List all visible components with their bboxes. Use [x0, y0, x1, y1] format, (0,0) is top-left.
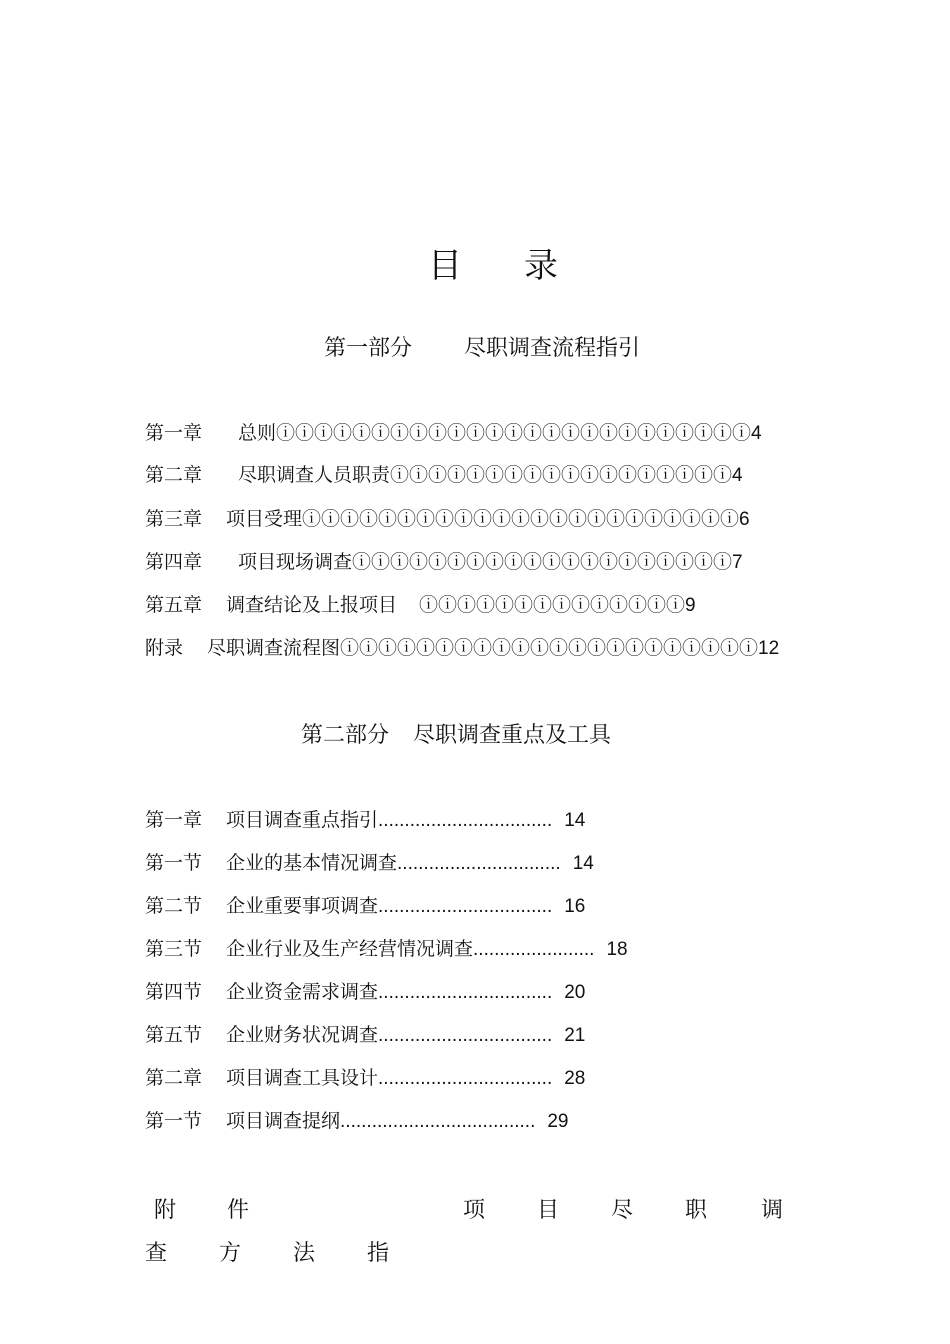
toc-entry[interactable]: [145, 980, 585, 1005]
toc-entry-leader: ⓘⓘⓘⓘⓘⓘⓘⓘⓘⓘⓘⓘⓘⓘⓘⓘⓘⓘ: [390, 465, 733, 486]
title-char-2: 录: [524, 246, 558, 286]
page-title: [428, 238, 558, 287]
toc-entry[interactable]: [145, 636, 779, 661]
part2-heading-number: 第二部分: [301, 723, 390, 748]
toc-entry-label: 第五章: [145, 594, 203, 616]
toc-entry-leader: .......................: [473, 939, 595, 960]
toc-entry-title: 企业资金需求调查: [226, 981, 379, 1003]
toc-entry-label: 第三章: [145, 508, 203, 530]
toc-entry-title: 项目现场调查: [238, 551, 353, 573]
appendix-char: 附: [154, 1198, 177, 1223]
toc-entry-label: 第三节: [145, 938, 203, 960]
toc-entry-leader: ⓘⓘⓘⓘⓘⓘⓘⓘⓘⓘⓘⓘⓘⓘⓘⓘⓘⓘⓘⓘ: [352, 552, 733, 573]
toc-entry[interactable]: [145, 1109, 569, 1134]
toc-entry-title: 企业重要事项调查: [226, 895, 379, 917]
part1-heading-number: 第一部分: [324, 336, 413, 361]
toc-entry-title: 企业行业及生产经营情况调查: [226, 938, 474, 960]
toc-entry-page: 14: [564, 810, 586, 831]
toc-entry-title: 企业的基本情况调查: [226, 852, 398, 874]
toc-entry-title: 企业财务状况调查: [226, 1024, 379, 1046]
toc-entry-page: 20: [564, 982, 586, 1003]
toc-entry[interactable]: [145, 1023, 585, 1048]
toc-entry-label: 第一章: [145, 422, 203, 444]
toc-entry-page: 9: [685, 595, 696, 616]
toc-entry-leader: .....................................: [340, 1111, 536, 1132]
toc-entry-page: 7: [732, 552, 743, 573]
toc-entry-label: 第二节: [145, 895, 203, 917]
title-char-1: 目: [428, 246, 462, 286]
toc-entry-leader: ⓘⓘⓘⓘⓘⓘⓘⓘⓘⓘⓘⓘⓘⓘⓘⓘⓘⓘⓘⓘⓘⓘⓘⓘⓘ: [276, 423, 752, 444]
toc-entry-label: 第五节: [145, 1024, 203, 1046]
toc-entry-page: 16: [564, 896, 586, 917]
toc-entry-leader: ⓘⓘⓘⓘⓘⓘⓘⓘⓘⓘⓘⓘⓘⓘ: [419, 595, 686, 616]
appendix-char: 指: [367, 1241, 390, 1266]
part1-heading-title: 尽职调查流程指引: [464, 336, 641, 361]
toc-entry-label: 第一节: [145, 852, 203, 874]
toc-entry-page: 14: [572, 853, 594, 874]
appendix-char: 方: [219, 1241, 242, 1266]
toc-entry-label: 第一章: [145, 809, 203, 831]
toc-entry-title: 项目调查工具设计: [226, 1067, 379, 1089]
toc-entry-label: 第四章: [145, 551, 203, 573]
toc-entry-leader: .................................: [378, 1025, 553, 1046]
toc-entry-label: 第一节: [145, 1110, 203, 1132]
part2-heading-title: 尽职调查重点及工具: [413, 723, 612, 748]
toc-entry-title: 总则: [238, 422, 277, 444]
appendix-char: 目: [537, 1198, 560, 1223]
toc-entry-title: 项目调查提纲: [226, 1110, 341, 1132]
toc-entry-page: 4: [751, 423, 762, 444]
toc-entry[interactable]: [145, 1066, 585, 1091]
toc-entry-label: 第二章: [145, 464, 203, 486]
toc-entry-page: 21: [564, 1025, 586, 1046]
toc-entry-title: 尽职调查人员职责: [238, 464, 391, 486]
toc-entry[interactable]: [145, 463, 743, 488]
appendix-char: 尽: [611, 1198, 634, 1223]
toc-entry[interactable]: [145, 507, 750, 532]
appendix-char: 件: [227, 1198, 250, 1223]
toc-entry-title: 项目受理: [226, 508, 303, 530]
toc-entry-leader: .................................: [378, 1068, 553, 1089]
toc-entry-label: 第二章: [145, 1067, 203, 1089]
toc-entry[interactable]: [145, 593, 696, 618]
toc-entry-page: 29: [547, 1111, 569, 1132]
appendix-char: 查: [145, 1241, 168, 1266]
toc-entry-page: 28: [564, 1068, 586, 1089]
toc-entry-leader: .................................: [378, 810, 553, 831]
appendix-char: 调: [761, 1198, 784, 1223]
part2-heading: [301, 718, 611, 749]
toc-entry-leader: .................................: [378, 896, 553, 917]
appendix-char: 项: [463, 1198, 486, 1223]
toc-entry-label: 第四节: [145, 981, 203, 1003]
toc-entry-title: 尽职调查流程图: [207, 637, 341, 659]
toc-entry-title: 项目调查重点指引: [226, 809, 379, 831]
toc-entry-page: 4: [732, 465, 743, 486]
appendix-char: 职: [685, 1198, 708, 1223]
toc-entry[interactable]: [145, 851, 594, 876]
toc-entry-label: 附录: [145, 637, 184, 659]
toc-entry-page: 12: [758, 638, 780, 659]
toc-entry[interactable]: [145, 550, 743, 575]
toc-entry-leader: ⓘⓘⓘⓘⓘⓘⓘⓘⓘⓘⓘⓘⓘⓘⓘⓘⓘⓘⓘⓘⓘⓘⓘ: [302, 509, 740, 530]
toc-entry-leader: .................................: [378, 982, 553, 1003]
toc-entry[interactable]: [145, 421, 762, 446]
toc-entry-leader: ...............................: [397, 853, 561, 874]
toc-entry[interactable]: [145, 808, 585, 833]
appendix-char: 法: [293, 1241, 316, 1266]
toc-entry-page: 18: [606, 939, 628, 960]
toc-entry-page: 6: [739, 509, 750, 530]
part1-heading: [324, 331, 640, 362]
toc-entry-leader: ⓘⓘⓘⓘⓘⓘⓘⓘⓘⓘⓘⓘⓘⓘⓘⓘⓘⓘⓘⓘⓘⓘ: [340, 638, 759, 659]
toc-entry[interactable]: [145, 937, 628, 962]
toc-entry[interactable]: [145, 894, 585, 919]
toc-entry-title: 调查结论及上报项目: [226, 594, 398, 616]
